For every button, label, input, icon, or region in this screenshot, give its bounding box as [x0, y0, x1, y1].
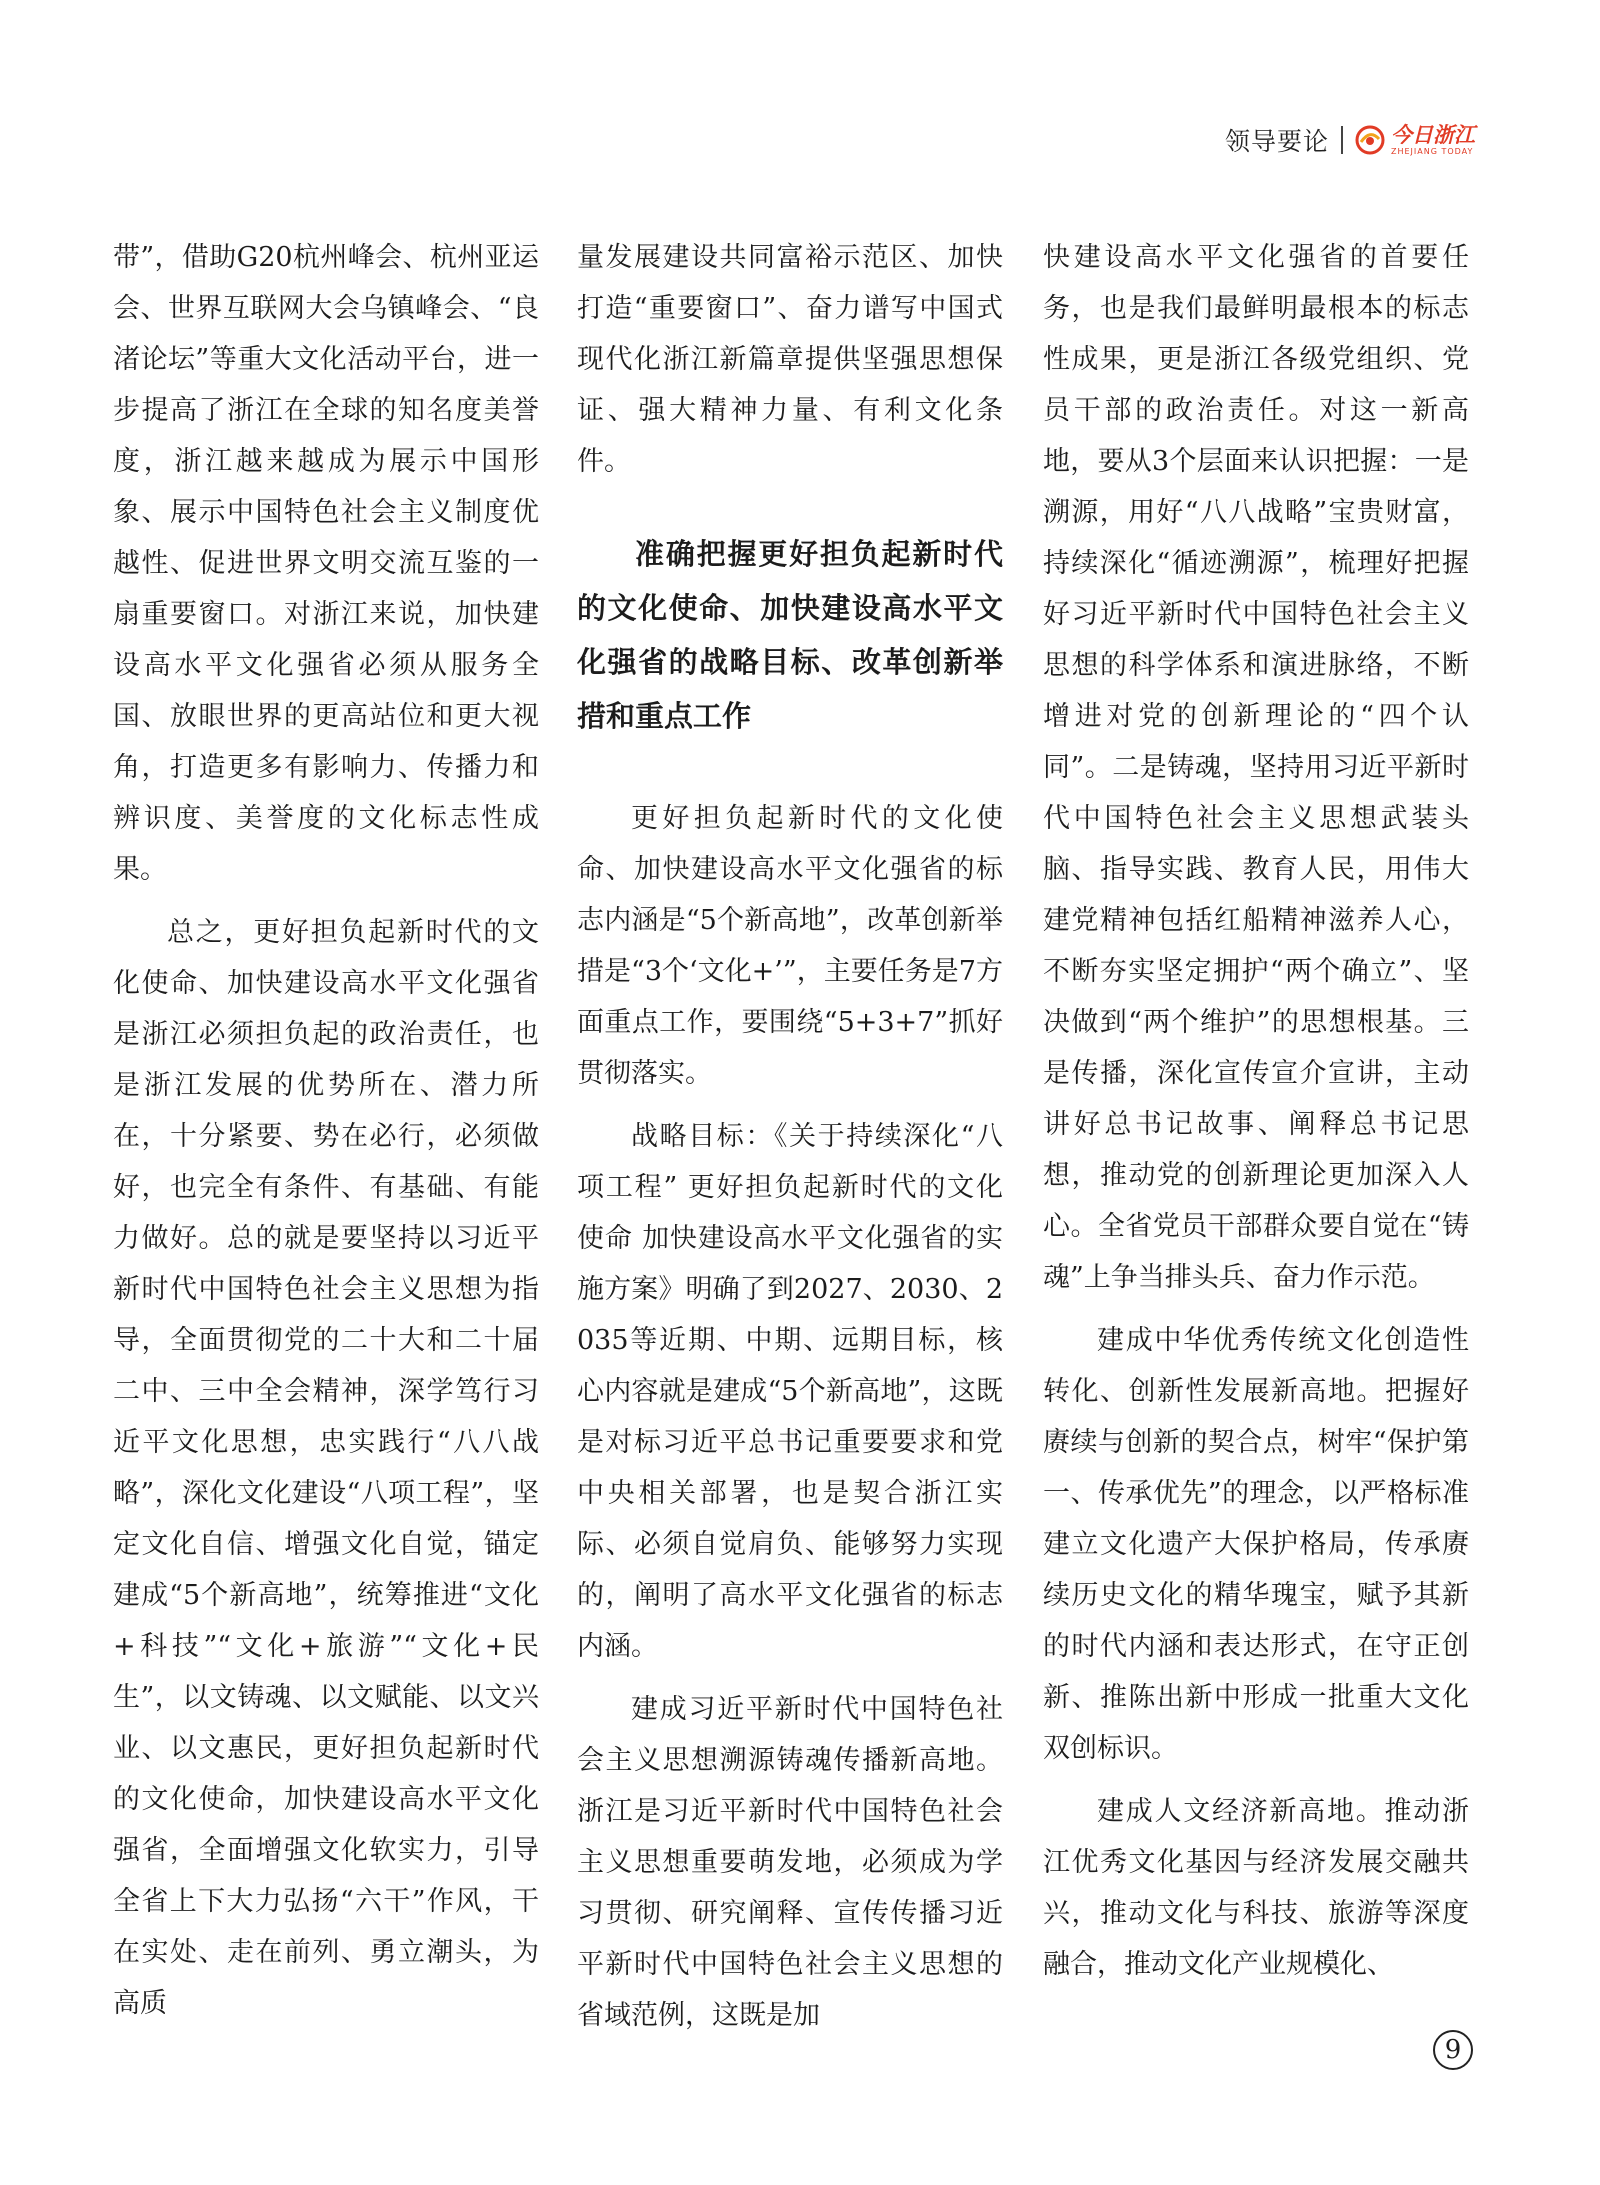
page-number: 9	[1433, 2030, 1473, 2070]
paragraph: 建成习近平新时代中国特色社会主义思想溯源铸魂传播新高地。浙江是习近平新时代中国特色社会主义思想重要萌发地，必须成为学习贯彻、研究阐释、宣传传播习近平新时代中国特色社会主义思想的省域范例，这既是加	[577, 1694, 1003, 2031]
logo-chinese-name: 今日浙江	[1391, 122, 1475, 147]
section-heading: 准确把握更好担负起新时代的文化使命、加快建设高水平文化强省的战略目标、改革创新举措和重点工作	[577, 537, 1003, 733]
paragraph: 战略目标：《关于持续深化“八项工程” 更好担负起新时代的文化使命 加快建设高水平文化强省的实施方案》明确了到2027、2030、2035等近期、中期、远期目标，核心内容就是建成“5个新高地”，这既是对标习近平总书记重要要求和党中央相关部署，也是契合浙江实际、必须自觉肩负、能够努力实现的，阐明了高水平文化强省的标志内涵。	[577, 1121, 1003, 1662]
logo-swirl-icon	[1355, 125, 1385, 155]
section-label: 领导要论	[1224, 127, 1329, 156]
header-divider	[1341, 126, 1343, 154]
text-column-1	[113, 232, 539, 2029]
paragraph: 快建设高水平文化强省的首要任务，也是我们最鲜明最根本的标志性成果，更是浙江各级党组织、党员干部的政治责任。对这一新高地，要从3个层面来认识把握：一是溯源，用好“八八战略”宝贵财富，持续深化“循迹溯源”，梳理好把握好习近平新时代中国特色社会主义思想的科学体系和演进脉络，不断增进对党的创新理论的“四个认同”。二是铸魂，坚持用习近平新时代中国特色社会主义思想武装头脑、指导实践、教育人民，用伟大建党精神包括红船精神滋养人心，不断夯实坚定拥护“两个确立”、坚决做到“两个维护”的思想根基。三是传播，深化宣传宣介宣讲，主动讲好总书记故事、阐释总书记思想，推动党的创新理论更加深入人心。全省党员干部群众要自觉在“铸魂”上争当排头兵、奋力作示范。	[1043, 242, 1469, 1293]
paragraph: 建成中华优秀传统文化创造性转化、创新性发展新高地。把握好赓续与创新的契合点，树牢“保护第一、传承优先”的理念，以严格标准建立文化遗产大保护格局，传承赓续历史文化的精华瑰宝，赋予其新的时代内涵和表达形式，在守正创新、推陈出新中形成一批重大文化双创标识。	[1043, 1325, 1469, 1764]
paragraph: 总之，更好担负起新时代的文化使命、加快建设高水平文化强省是浙江必须担负起的政治责任，也是浙江发展的优势所在、潜力所在，十分紧要、势在必行，必须做好，也完全有条件、有基础、有能力做好。总的就是要坚持以习近平新时代中国特色社会主义思想为指导，全面贯彻党的二十大和二十届二中、三中全会精神，深学笃行习近平文化思想，忠实践行“八八战略”，深化文化建设“八项工程”，坚定文化自信、增强文化自觉，锚定建成“5个新高地”，统筹推进“文化+科技”“文化+旅游”“文化+民生”，以文铸魂、以文赋能、以文兴业、以文惠民，更好担负起新时代的文化使命，加快建设高水平文化强省，全面增强文化软实力，引导全省上下大力弘扬“六干”作风，干在实处、走在前列、勇立潮头，为高质	[113, 917, 539, 2019]
magazine-logo	[1355, 122, 1475, 156]
paragraph: 更好担负起新时代的文化使命、加快建设高水平文化强省的标志内涵是“5个新高地”，改革创新举措是“3个‘文化+’”，主要任务是7方面重点工作，要围绕“5+3+7”抓好贯彻落实。	[577, 803, 1003, 1089]
text-column-3	[1043, 232, 1469, 1990]
logo-english-name: ZHEJIANG TODAY	[1391, 146, 1474, 156]
paragraph: 带”，借助G20杭州峰会、杭州亚运会、世界互联网大会乌镇峰会、“良渚论坛”等重大文化活动平台，进一步提高了浙江在全球的知名度美誉度，浙江越来越成为展示中国形象、展示中国特色社会主义制度优越性、促进世界文明交流互鉴的一扇重要窗口。对浙江来说，加快建设高水平文化强省必须从服务全国、放眼世界的更高站位和更大视角，打造更多有影响力、传播力和辨识度、美誉度的文化标志性成果。	[113, 242, 539, 885]
paragraph: 量发展建设共同富裕示范区、加快打造“重要窗口”、奋力谱写中国式现代化浙江新篇章提供坚强思想保证、强大精神力量、有利文化条件。	[577, 242, 1003, 477]
text-column-2	[577, 232, 1003, 2041]
page-header	[1225, 120, 1475, 160]
paragraph: 建成人文经济新高地。推动浙江优秀文化基因与经济发展交融共兴，推动文化与科技、旅游等深度融合，推动文化产业规模化、	[1043, 1796, 1469, 1980]
